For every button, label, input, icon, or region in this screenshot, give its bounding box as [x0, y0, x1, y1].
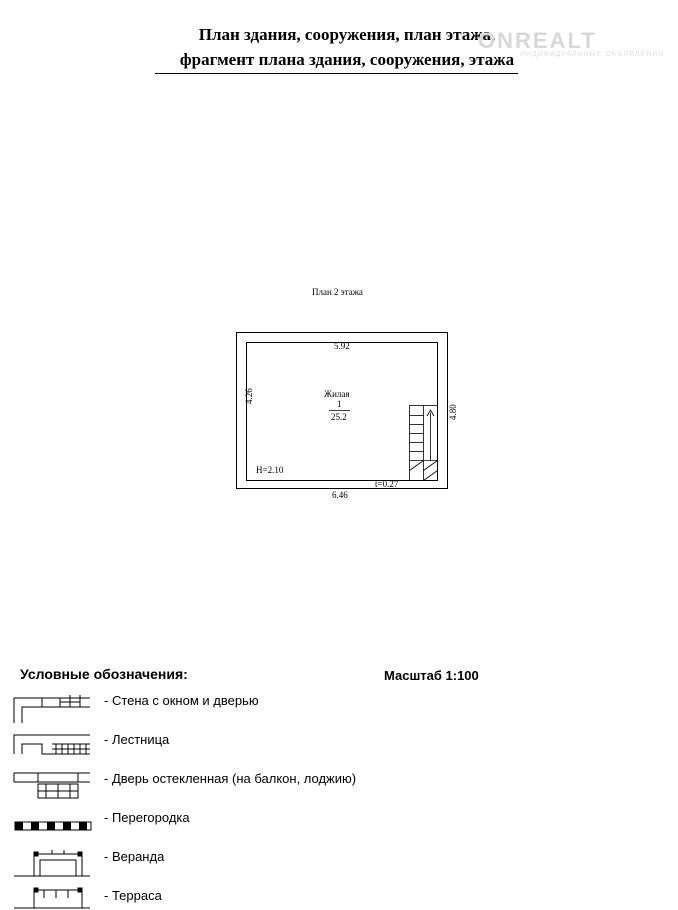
right-dimension: 4.80 [448, 404, 458, 420]
room-area: 25.2 [331, 412, 347, 422]
document-title-line-2: фрагмент плана здания, сооружения, этажа [179, 50, 515, 69]
terrace-icon [12, 884, 92, 910]
legend-glazed-door: - Дверь остекленная (на балкон, лоджию) [104, 771, 357, 786]
glazed-door-icon [12, 770, 92, 800]
stairs [410, 406, 438, 481]
left-dimension: 4.26 [244, 388, 254, 404]
ceiling-height: H=2.10 [256, 465, 284, 475]
room-number: 1 [337, 399, 342, 409]
legend-wall-window-door: - Стена с окном и дверью [104, 693, 259, 708]
legend-heading: Условные обозначения: [20, 666, 188, 682]
document-title-line-1: План здания, сооружения, план этажа, [198, 25, 496, 44]
wall-window-door-icon [12, 695, 92, 725]
veranda-icon [12, 848, 92, 878]
legend-stairs: - Лестница [104, 732, 170, 747]
watermark-logo: ONREALT [478, 28, 597, 53]
watermark-subtitle: ИНДИВИДУАЛЬНЫЕ ОБЪЯВЛЕНИЯ [520, 51, 665, 58]
wall-thickness: t=0.27 [375, 479, 399, 489]
stairs-icon [12, 732, 92, 756]
bottom-dimension: 6.46 [332, 490, 348, 500]
legend-terrace: - Терраса [104, 888, 162, 903]
scale-label: Масштаб 1:100 [384, 668, 479, 683]
room-name: Жилая [324, 389, 350, 399]
legend-veranda: - Веранда [104, 849, 165, 864]
plan-label: План 2 этажа [312, 287, 363, 297]
legend-partition: - Перегородка [104, 810, 190, 825]
partition-icon [14, 821, 92, 831]
top-dimension: 5.92 [334, 341, 350, 351]
